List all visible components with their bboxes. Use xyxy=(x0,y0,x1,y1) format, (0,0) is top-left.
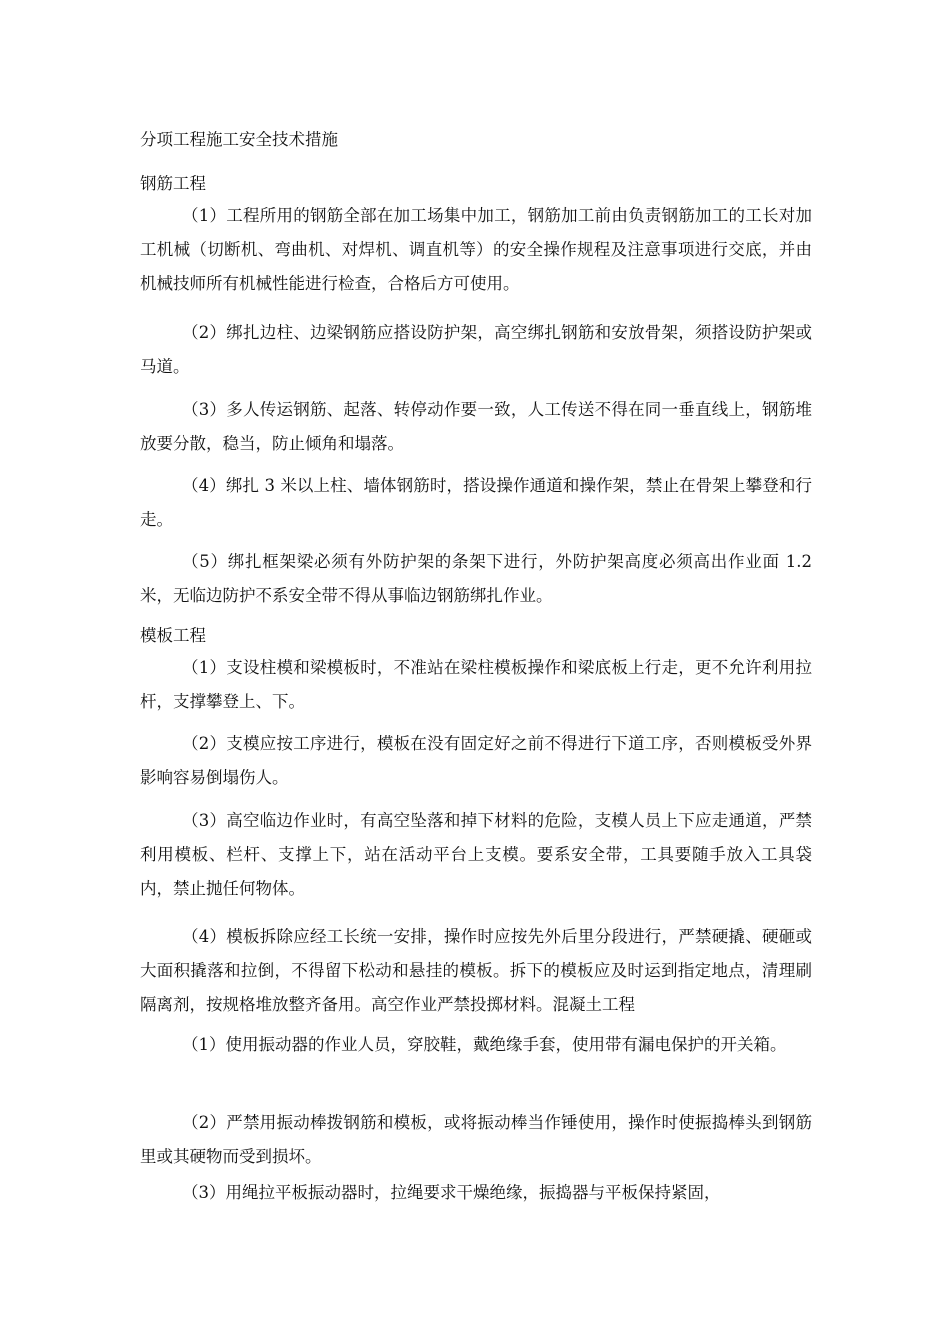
section-heading-rebar: 钢筋工程 xyxy=(140,174,206,193)
paragraph: （2）支模应按工序进行，模板在没有固定好之前不得进行下道工序，否则模板受外界影响容易倒塌伤人。 xyxy=(140,734,812,787)
section-heading-formwork: 模板工程 xyxy=(140,626,206,645)
paragraph: （1）工程所用的钢筋全部在加工场集中加工，钢筋加工前由负责钢筋加工的工长对加工机械（切断机、弯曲机、对焊机、调直机等）的安全操作规程及注意事项进行交底，并由机械技师所有机械性能进行检查，合格后方可使用。 xyxy=(140,206,812,293)
paragraph: （2）绑扎边柱、边梁钢筋应搭设防护架，高空绑扎钢筋和安放骨架，须搭设防护架或马道。 xyxy=(140,323,812,376)
paragraph: （4）绑扎 3 米以上柱、墙体钢筋时，搭设操作通道和操作架，禁止在骨架上攀登和行走。 xyxy=(140,476,812,529)
document-title: 分项工程施工安全技术措施 xyxy=(140,130,338,149)
paragraph: （3）用绳拉平板振动器时，拉绳要求干燥绝缘，振捣器与平板保持紧固， xyxy=(182,1183,721,1202)
paragraph: （3）多人传运钢筋、起落、转停动作要一致，人工传送不得在同一垂直线上，钢筋堆放要分散，稳当，防止倾角和塌落。 xyxy=(140,400,812,453)
paragraph: （1）使用振动器的作业人员，穿胶鞋，戴绝缘手套，使用带有漏电保护的开关箱。 xyxy=(182,1035,787,1054)
paragraph: （3）高空临边作业时，有高空坠落和掉下材料的危险，支模人员上下应走通道，严禁利用模板、栏杆、支撑上下，站在活动平台上支模。要系安全带，工具要随手放入工具袋内，禁止抛任何物体。 xyxy=(140,811,812,898)
paragraph: （4）模板拆除应经工长统一安排，操作时应按先外后里分段进行，严禁硬撬、硬砸或大面积撬落和拉倒，不得留下松动和悬挂的模板。拆下的模板应及时运到指定地点，清理刷隔离剂，按规格堆放整齐备用。高空作业严禁投掷材料。混凝土工程 xyxy=(140,927,812,1014)
paragraph: （1）支设柱模和梁模板时，不准站在梁柱模板操作和梁底板上行走，更不允许利用拉杆，支撑攀登上、下。 xyxy=(140,658,812,711)
paragraph: （2）严禁用振动棒拨钢筋和模板，或将振动棒当作锤使用，操作时使振捣棒头到钢筋里或其硬物而受到损坏。 xyxy=(140,1113,812,1166)
paragraph: （5）绑扎框架梁必须有外防护架的条架下进行，外防护架高度必须高出作业面 1.2 米，无临边防护不系安全带不得从事临边钢筋绑扎作业。 xyxy=(140,552,812,605)
